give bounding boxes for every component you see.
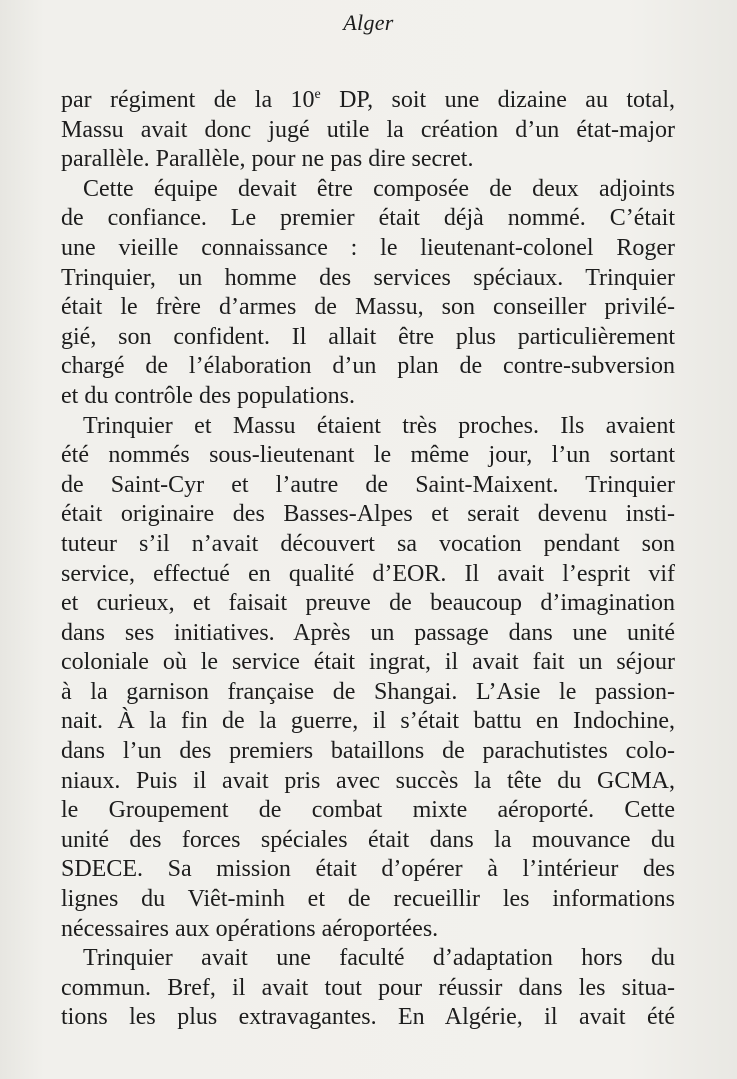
superscript: e bbox=[314, 87, 321, 102]
text-line: une vieille connaissance : le lieutenant-colonel Roger bbox=[61, 234, 675, 261]
text-fragment: par régiment de la 10 bbox=[61, 87, 315, 113]
text-line bbox=[61, 86, 675, 116]
text-line: et curieux, et faisait preuve de beaucoup d’imagination bbox=[61, 590, 675, 617]
text-line: était le frère d’armes de Massu, son conseiller privilé- bbox=[61, 294, 675, 321]
text-line: nécessaires aux opérations aéroportées. bbox=[61, 915, 439, 942]
text-line: parallèle. Parallèle, pour ne pas dire secret. bbox=[61, 146, 474, 173]
text-line: de confiance. Le premier était déjà nommé. C’était bbox=[61, 205, 675, 232]
text-line: Massu avait donc jugé utile la création d’un état-major bbox=[61, 116, 675, 143]
text-line: gié, son confident. Il allait être plus particulièrement bbox=[61, 323, 675, 350]
text-line: commun. Bref, il avait tout pour réussir dans les situa- bbox=[61, 974, 675, 1001]
text-line: unité des forces spéciales était dans la mouvance du bbox=[61, 826, 675, 853]
text-line: nait. À la fin de la guerre, il s’était battu en Indochine, bbox=[61, 708, 675, 735]
text-line: et du contrôle des populations. bbox=[61, 382, 355, 409]
text-line: de Saint-Cyr et l’autre de Saint-Maixent. Trinquier bbox=[61, 471, 675, 498]
text-line: coloniale où le service était ingrat, il avait fait un séjour bbox=[61, 649, 675, 676]
text-line: service, effectué en qualité d’EOR. Il avait l’esprit vif bbox=[61, 560, 675, 587]
text-line: été nommés sous-lieutenant le même jour, l’un sortant bbox=[61, 442, 675, 469]
text-line: niaux. Puis il avait pris avec succès la tête du GCMA, bbox=[61, 767, 675, 794]
body-text bbox=[61, 86, 675, 1033]
text-line: était originaire des Basses-Alpes et serait devenu insti- bbox=[61, 501, 675, 528]
text-fragment: DP, soit une dizaine au total, bbox=[320, 87, 675, 113]
text-line: dans l’un des premiers bataillons de parachutistes colo- bbox=[61, 738, 675, 765]
text-line: Trinquier et Massu étaient très proches. Ils avaient bbox=[83, 412, 675, 439]
running-head: Alger bbox=[343, 10, 394, 35]
text-line: dans ses initiatives. Après un passage dans une unité bbox=[61, 619, 675, 646]
text-line: tuteur s’il n’avait découvert sa vocation pendant son bbox=[61, 530, 675, 557]
text-line: SDECE. Sa mission était d’opérer à l’intérieur des bbox=[61, 856, 675, 883]
text-line: lignes du Viêt-minh et de recueillir les informations bbox=[61, 886, 675, 913]
text-line: tions les plus extravagantes. En Algérie, il avait été bbox=[61, 1004, 675, 1031]
text-line: à la garnison française de Shangai. L’Asie le passion- bbox=[61, 678, 675, 705]
text-line: Trinquier avait une faculté d’adaptation hors du bbox=[83, 945, 675, 972]
text-line: chargé de l’élaboration d’un plan de contre-subversion bbox=[61, 353, 675, 380]
text-line: Cette équipe devait être composée de deux adjoints bbox=[83, 175, 675, 202]
text-line: Trinquier, un homme des services spéciaux. Trinquier bbox=[61, 264, 675, 291]
text-line: le Groupement de combat mixte aéroporté. Cette bbox=[61, 797, 675, 824]
